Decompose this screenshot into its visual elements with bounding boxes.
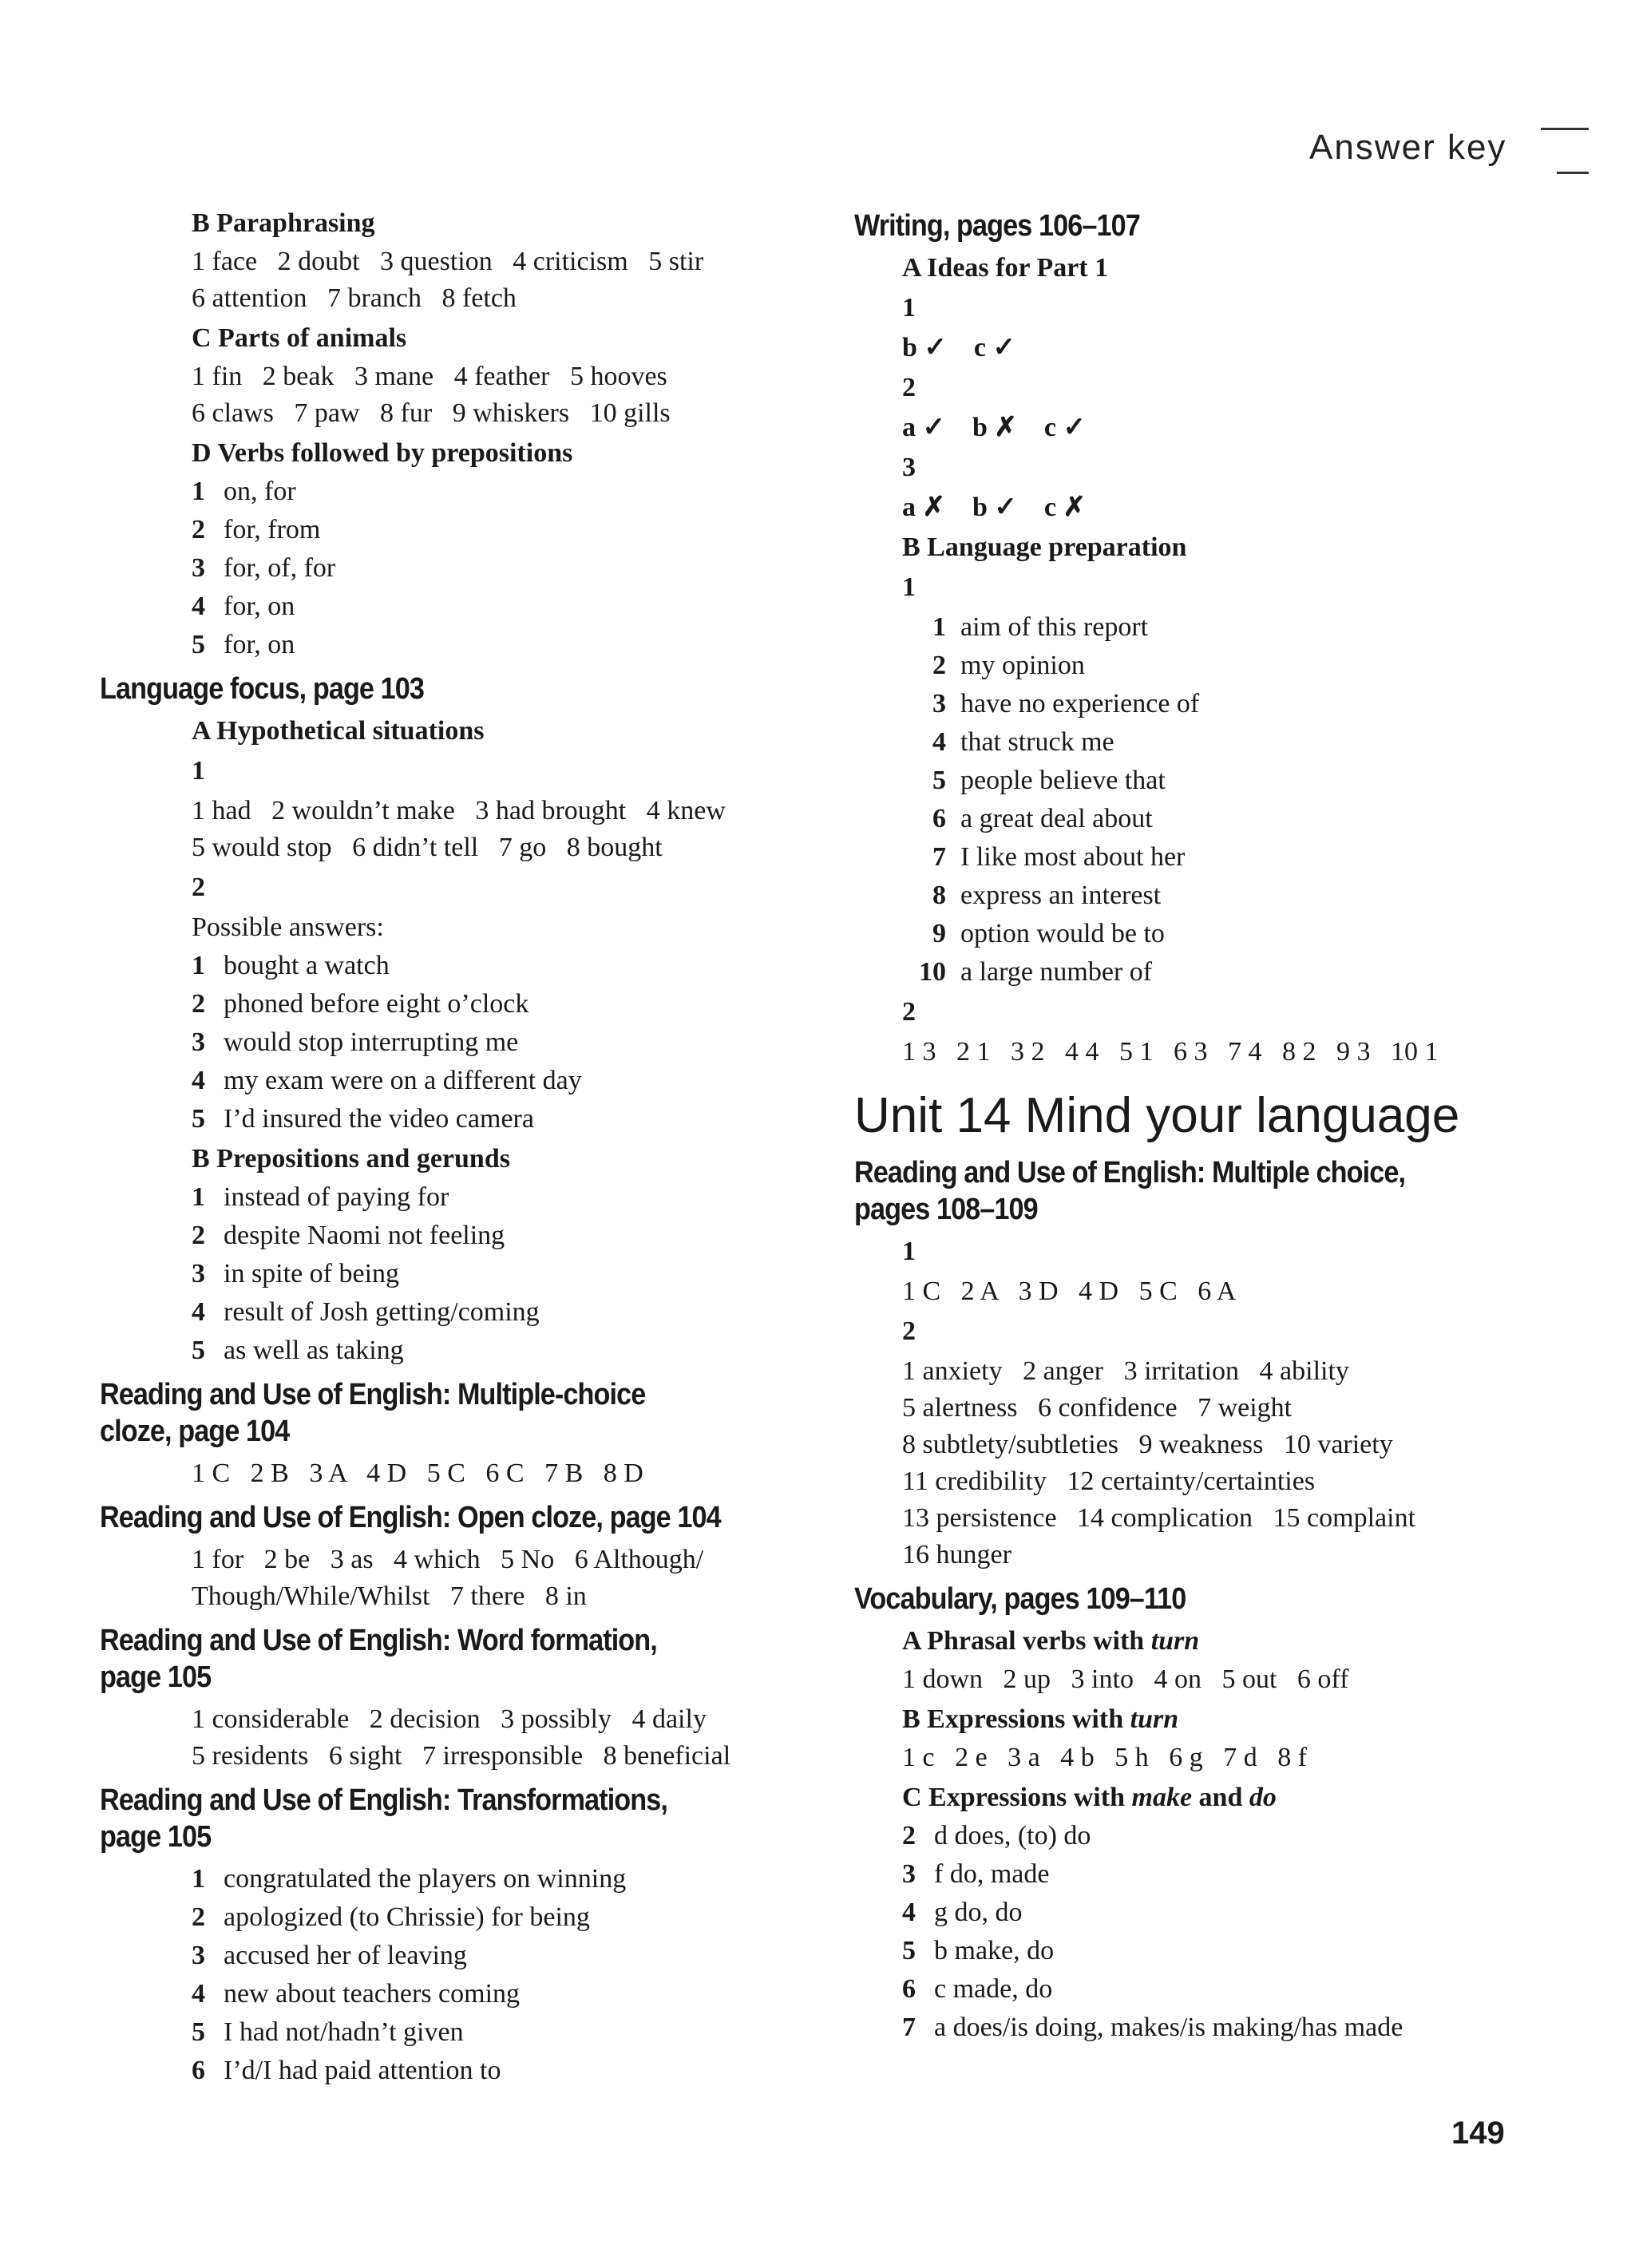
list-item: 5 people believe that [932, 766, 1166, 795]
language-preparation-answers [902, 572, 1557, 1068]
list-item: 3 accused her of leaving [192, 1941, 467, 1970]
list-item: 2 despite Naomi not feeling [192, 1221, 505, 1250]
list-item: 1 on, for [192, 477, 296, 506]
answer-line: 8 subtlety/subtleties 9 weakness 10 variety [902, 1430, 1393, 1459]
section-title-word-formation: Reading and Use of English: Word formation, page 105 [100, 1624, 657, 1694]
part-number: 2 [902, 1316, 916, 1346]
list-item: 7 a does/is doing, makes/is making/has made [902, 2013, 1403, 2042]
possible-answers-label: Possible answers: [192, 912, 384, 942]
list-item: 4 new about teachers coming [192, 1979, 521, 2009]
list-item: 1 congratulated the players on winning [192, 1864, 627, 1894]
part-number: 3 [902, 453, 916, 482]
answer-line: 1 anxiety 2 anger 3 irritation 4 ability [902, 1356, 1349, 1386]
hypothetical-answers [192, 755, 830, 1135]
list-item: 10 a large number of [919, 957, 1153, 987]
list-item: 5 I’d insured the video camera [192, 1104, 534, 1134]
answer-line: 16 hunger [902, 1540, 1011, 1569]
heading-ideas-part-1: A Ideas for Part 1 [902, 253, 1109, 283]
section-title-open-cloze: Reading and Use of English: Open cloze, page 104 [100, 1501, 721, 1534]
section-title-language-focus: Language focus, page 103 [100, 672, 425, 706]
list-item: 2 apologized (to Chrissie) for being [192, 1902, 590, 1932]
list-item: 5 as well as taking [192, 1336, 404, 1365]
phrasal-verbs-answers [902, 1664, 1557, 1696]
section-title-mc-cloze: Reading and Use of English: Multiple-choice cloze, page 104 [100, 1378, 646, 1448]
heading-language-preparation: B Language preparation [902, 532, 1187, 562]
list-item: 5 I had not/hadn’t given [192, 2017, 464, 2047]
parts-of-animals-answers [192, 361, 830, 429]
expressions-make-do-answers [902, 1820, 1557, 2044]
list-item: 2 d does, (to) do [902, 1821, 1091, 1850]
part-number: 1 [902, 1237, 916, 1266]
answer-line: 1 C 2 A 3 D 4 D 5 C 6 A [902, 1276, 1237, 1306]
list-item: 8 express an interest [932, 881, 1162, 910]
list-item: 3 have no experience of [932, 689, 1200, 718]
answer-line: 6 claws 7 paw 8 fur 9 whiskers 10 gills [192, 398, 671, 428]
answer-line: 5 alertness 6 confidence 7 weight [902, 1393, 1293, 1423]
answer-line: 5 residents 6 sight 7 irresponsible 8 beneficial [192, 1741, 731, 1771]
list-item: 4 my exam were on a different day [192, 1066, 582, 1095]
answer-line: 1 fin 2 beak 3 mane 4 feather 5 hooves [192, 362, 667, 391]
answer-line: 1 considerable 2 decision 3 possibly 4 daily [192, 1704, 707, 1734]
list-item: 4 for, on [192, 592, 295, 621]
heading-expressions-turn: B Expressions with turn [902, 1704, 1179, 1734]
list-item: 1 bought a watch [192, 951, 390, 980]
answer-line: 11 credibility 12 certainty/certainties [902, 1466, 1316, 1496]
part-number: 1 [192, 756, 205, 786]
answer-line: 1 for 2 be 3 as 4 which 5 No 6 Although/ [192, 1545, 704, 1574]
answer-line: Though/While/Whilst 7 there 8 in [192, 1581, 587, 1611]
page-number: 149 [1451, 2116, 1505, 2151]
part-number: 2 [902, 997, 916, 1027]
answer-line: 1 had 2 wouldn’t make 3 had brought 4 knew [192, 796, 726, 825]
heading-prepositions-gerunds: B Prepositions and gerunds [192, 1144, 510, 1174]
list-item: 6 I’d/I had paid attention to [192, 2056, 501, 2085]
answer-line: 1 c 2 e 3 a 4 b 5 h 6 g 7 d 8 f [902, 1743, 1308, 1772]
multiple-choice-answers [902, 1236, 1557, 1571]
answer-line: a ✗ b ✓ c ✗ [902, 493, 1086, 522]
list-item: 4 g do, do [902, 1898, 1023, 1927]
list-item: 2 for, from [192, 515, 321, 544]
unit-title: Unit 14 Mind your language [854, 1088, 1460, 1143]
list-item: 4 result of Josh getting/coming [192, 1297, 540, 1327]
running-head: Answer key [1309, 128, 1507, 167]
list-item: 6 c made, do [902, 1974, 1053, 2004]
answer-line: 13 persistence 14 complication 15 complaint [902, 1503, 1416, 1533]
list-item: 9 option would be to [932, 919, 1165, 948]
heading-hypothetical: A Hypothetical situations [192, 716, 485, 746]
answer-line: 1 3 2 1 3 2 4 4 5 1 6 3 7 4 8 2 9 3 10 1 [902, 1037, 1439, 1067]
mc-cloze-answers [192, 1458, 830, 1490]
list-item: 4 that struck me [932, 727, 1114, 757]
answer-line: 1 face 2 doubt 3 question 4 criticism 5 stir [192, 247, 704, 276]
part-number: 1 [902, 572, 916, 602]
list-item: 2 my opinion [932, 651, 1085, 680]
verbs-prepositions-answers [192, 476, 830, 661]
corner-rule-bottom [1557, 172, 1589, 174]
right-column [854, 208, 1557, 2050]
list-item: 1 instead of paying for [192, 1182, 449, 1212]
answer-line: 5 would stop 6 didn’t tell 7 go 8 bought [192, 833, 663, 862]
list-item: 2 phoned before eight o’clock [192, 989, 529, 1019]
heading-parts-of-animals: C Parts of animals [192, 323, 407, 353]
list-item: 3 in spite of being [192, 1259, 400, 1288]
open-cloze-answers [192, 1544, 830, 1613]
list-item: 6 a great deal about [932, 804, 1153, 833]
list-item: 3 for, of, for [192, 553, 336, 583]
answer-line: 1 down 2 up 3 into 4 on 5 out 6 off [902, 1664, 1349, 1694]
heading-phrasal-verbs-turn: A Phrasal verbs with turn [902, 1626, 1200, 1656]
corner-rule-top [1541, 128, 1589, 130]
section-title-multiple-choice: Reading and Use of English: Multiple choice, pages 108–109 [854, 1156, 1406, 1226]
heading-paraphrasing: B Paraphrasing [192, 208, 375, 238]
ideas-answers [902, 292, 1557, 524]
part-number: 1 [902, 293, 916, 323]
part-number: 2 [902, 373, 916, 402]
list-item: 1 aim of this report [932, 612, 1149, 642]
section-title-vocabulary: Vocabulary, pages 109–110 [854, 1582, 1186, 1616]
list-item: 3 f do, made [902, 1859, 1050, 1889]
heading-expressions-make-do: C Expressions with make and do [902, 1783, 1277, 1812]
section-title-writing: Writing, pages 106–107 [854, 209, 1140, 243]
list-item: 5 b make, do [902, 1936, 1055, 1965]
expressions-turn-answers [902, 1742, 1557, 1774]
paraphrasing-answers [192, 246, 830, 315]
answer-line: a ✓ b ✗ c ✓ [902, 413, 1086, 442]
heading-verbs-prepositions: D Verbs followed by prepositions [192, 438, 573, 468]
word-formation-answers [192, 1704, 830, 1772]
answer-line: 6 attention 7 branch 8 fetch [192, 283, 517, 313]
answer-line: b ✓ c ✓ [902, 333, 1015, 362]
section-title-transformations: Reading and Use of English: Transformations, page 105 [100, 1783, 667, 1854]
list-item: 3 would stop interrupting me [192, 1027, 519, 1057]
transformations-answers [192, 1863, 830, 2087]
part-number: 2 [192, 873, 205, 902]
prepositions-gerunds-answers [192, 1181, 830, 1367]
answer-line: 1 C 2 B 3 A 4 D 5 C 6 C 7 B 8 D [192, 1459, 643, 1488]
left-column [100, 208, 830, 2093]
list-item: 7 I like most about her [932, 842, 1186, 872]
list-item: 5 for, on [192, 630, 295, 659]
